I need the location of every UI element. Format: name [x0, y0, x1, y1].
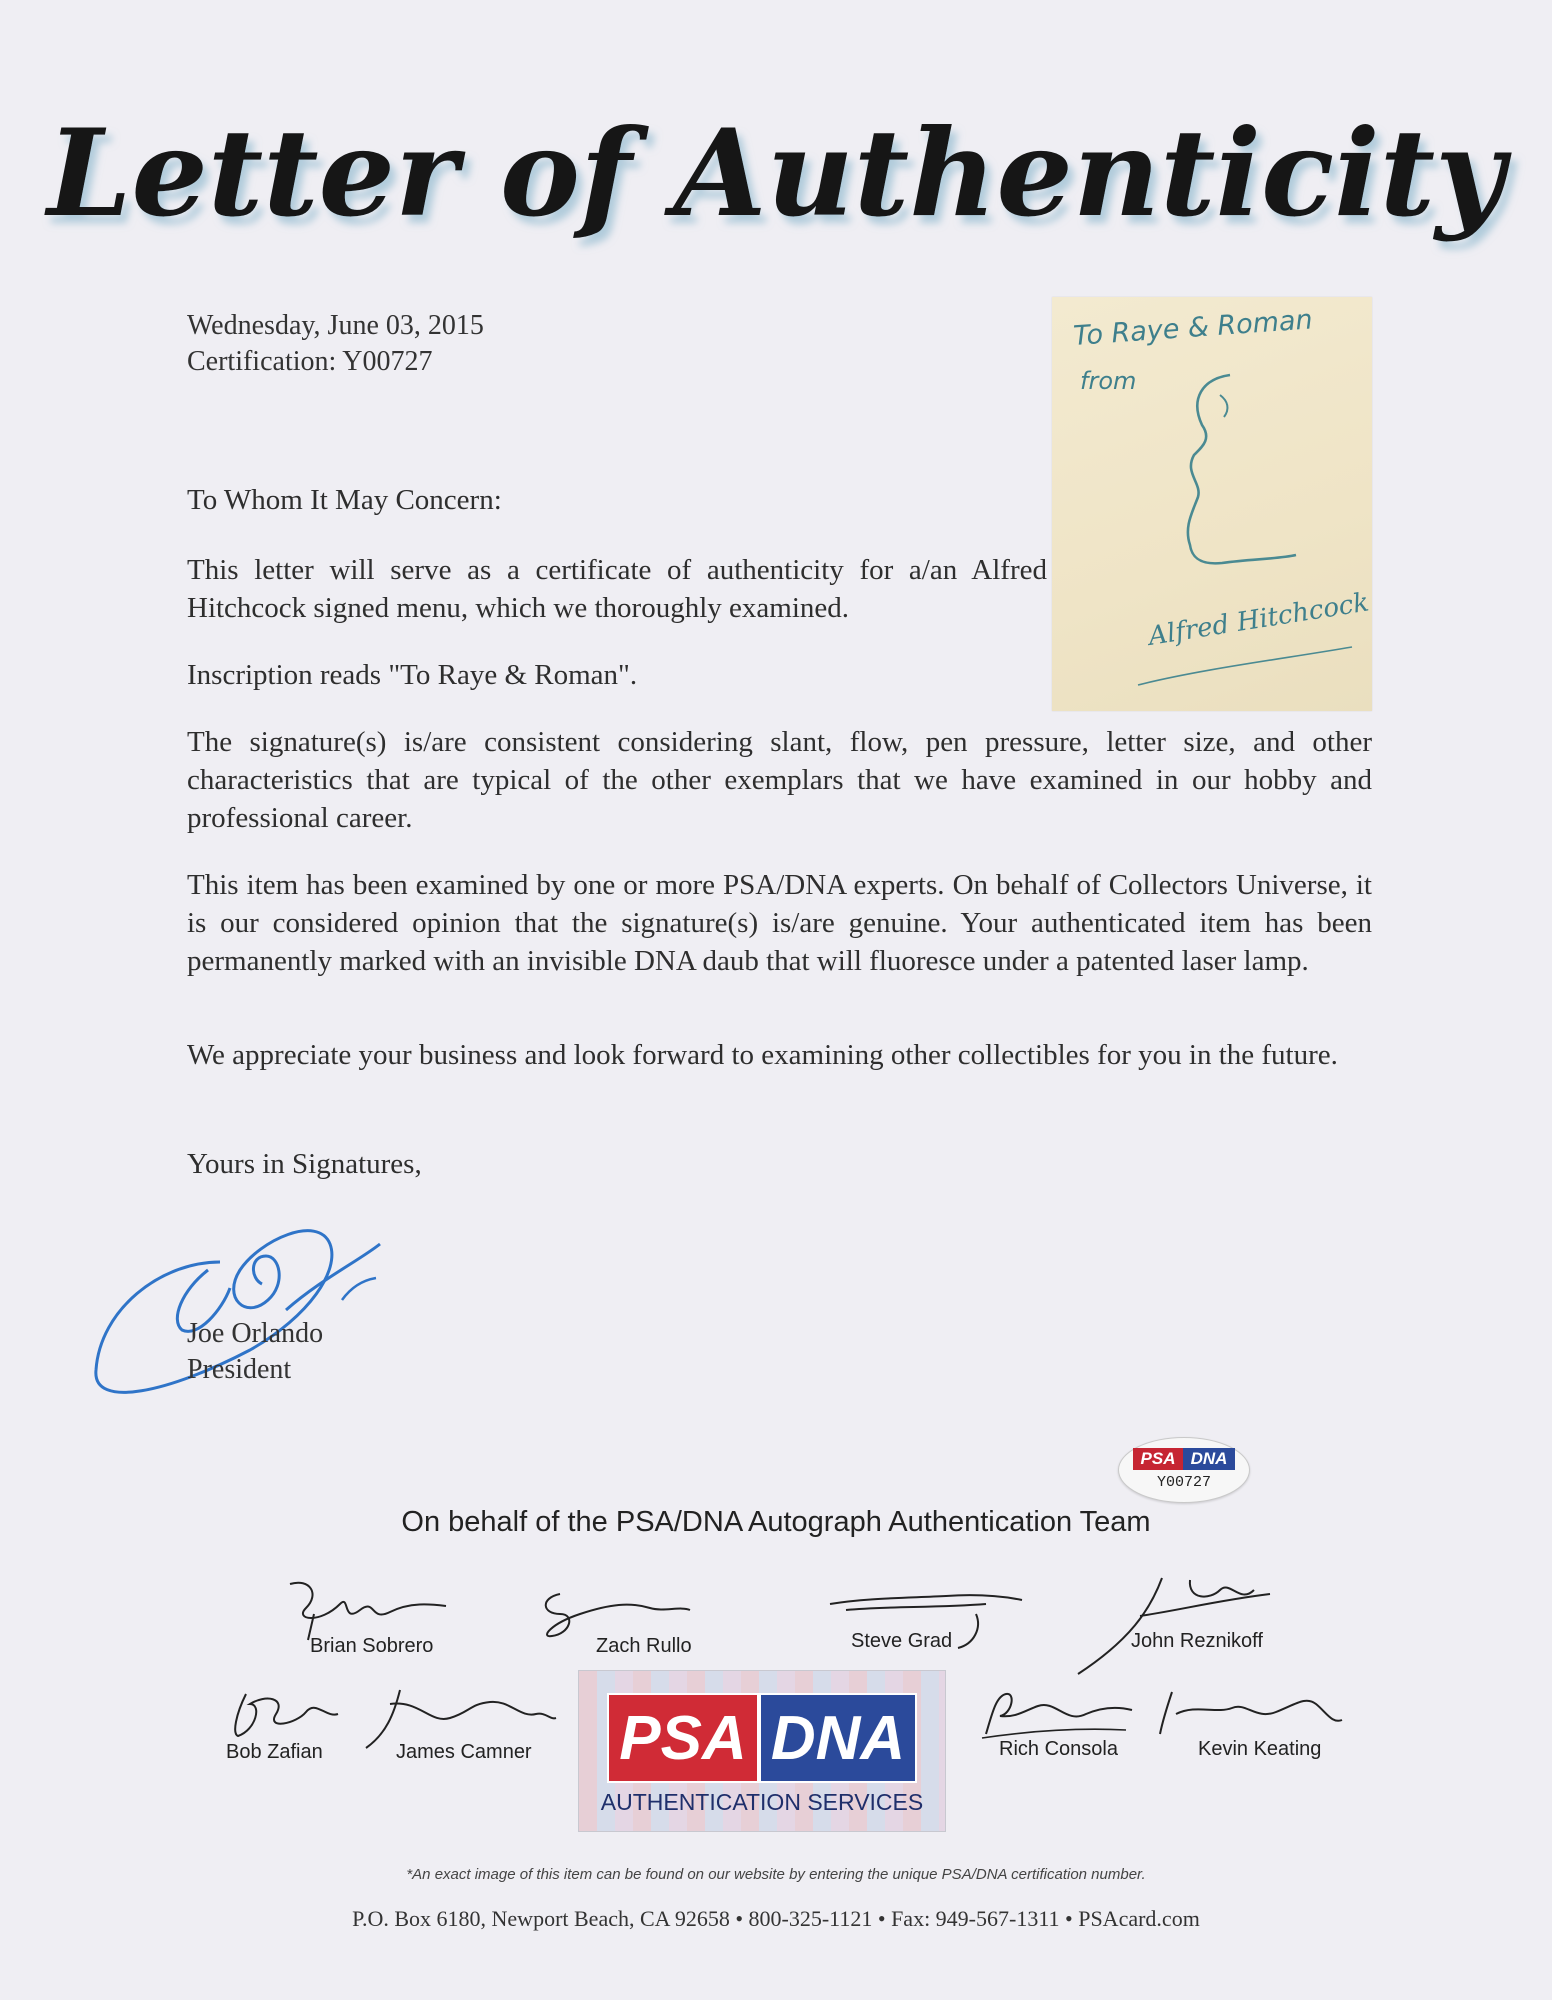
letter-title — [0, 70, 1552, 260]
member-james-camner: James Camner — [396, 1741, 532, 1763]
hitchcock-signature: Alfred Hitchcock — [1146, 587, 1372, 652]
certification-number: Certification: Y00727 — [187, 346, 433, 377]
sticker-logo-dna: DNA — [1183, 1448, 1235, 1470]
closing: Yours in Signatures, — [187, 1148, 422, 1180]
psa-hologram-sticker — [1118, 1437, 1250, 1503]
signer-title: President — [187, 1354, 292, 1385]
inscription-line-2: from — [1080, 367, 1137, 395]
paragraph-1: This letter will serve as a certificate of authenticity for a/an Alfred Hitchcock signed menu, which we thoroughly examined. — [187, 554, 1047, 624]
logo-dna: DNA — [759, 1693, 917, 1783]
paragraph-5: We appreciate your business and look forward to examining other collectibles for you in the future. — [187, 1039, 1338, 1071]
member-steve-grad: Steve Grad — [851, 1630, 953, 1652]
title-text: Letter of Authenticity — [47, 103, 1505, 244]
signature-underline — [1138, 647, 1352, 685]
logo-psa: PSA — [607, 1693, 759, 1783]
profile-sketch-detail — [1220, 395, 1227, 417]
paragraph-2: Inscription reads "To Raye & Roman". — [187, 659, 638, 691]
profile-sketch — [1188, 375, 1296, 563]
member-bob-zafian: Bob Zafian — [226, 1741, 323, 1763]
psa-dna-logo — [578, 1670, 946, 1832]
contact-footer: P.O. Box 6180, Newport Beach, CA 92658 • 800-325-1121 • Fax: 949-567-1311 • PSAcard.com — [352, 1906, 1200, 1931]
sticker-logo-psa: PSA — [1133, 1448, 1183, 1470]
member-brian-sobrero: Brian Sobrero — [310, 1635, 434, 1657]
footnote: *An exact image of this item can be found on our website by entering the unique PSA/DNA certification number. — [406, 1866, 1146, 1883]
sticker-logo — [1133, 1448, 1235, 1470]
kevin-keating-signature — [1156, 1684, 1346, 1744]
team-heading: On behalf of the PSA/DNA Autograph Authentication Team — [401, 1506, 1151, 1538]
signer-name: Joe Orlando — [187, 1318, 324, 1349]
signer-block — [187, 1316, 323, 1388]
letter-header — [187, 308, 484, 380]
psa-dna-logo-box — [607, 1693, 917, 1783]
sticker-cert-number: Y00727 — [1156, 1474, 1211, 1491]
salutation: To Whom It May Concern: — [187, 484, 502, 516]
paragraph-4: This item has been examined by one or more PSA/DNA experts. On behalf of Collectors Universe, it is our considered opinion that the signature(s) is/are genuine. Your authenticated item has been permanently marked with an invisible DNA daub that will fluoresce under a patented laser lamp. — [187, 869, 1372, 977]
signed-menu-image — [1052, 297, 1372, 711]
member-john-reznikoff: John Reznikoff — [1131, 1630, 1263, 1652]
member-rich-consola: Rich Consola — [999, 1738, 1118, 1760]
inscription-drawing — [1052, 297, 1372, 711]
member-zach-rullo: Zach Rullo — [596, 1635, 692, 1657]
letter-date: Wednesday, June 03, 2015 — [187, 310, 484, 341]
authentication-services-label: AUTHENTICATION SERVICES — [600, 1789, 924, 1815]
rich-consola-signature — [976, 1684, 1136, 1744]
inscription-line-1: To Raye & Roman — [1072, 304, 1314, 352]
bob-zafian-signature — [226, 1684, 346, 1744]
paragraph-3: The signature(s) is/are consistent considering slant, flow, pen pressure, letter size, and other characteristics that are typical of the other exemplars that we have examined in our hobby and professional career. — [187, 726, 1372, 834]
brian-sobrero-signature — [280, 1574, 450, 1644]
member-kevin-keating: Kevin Keating — [1198, 1738, 1322, 1760]
john-reznikoff-signature — [1070, 1570, 1290, 1680]
